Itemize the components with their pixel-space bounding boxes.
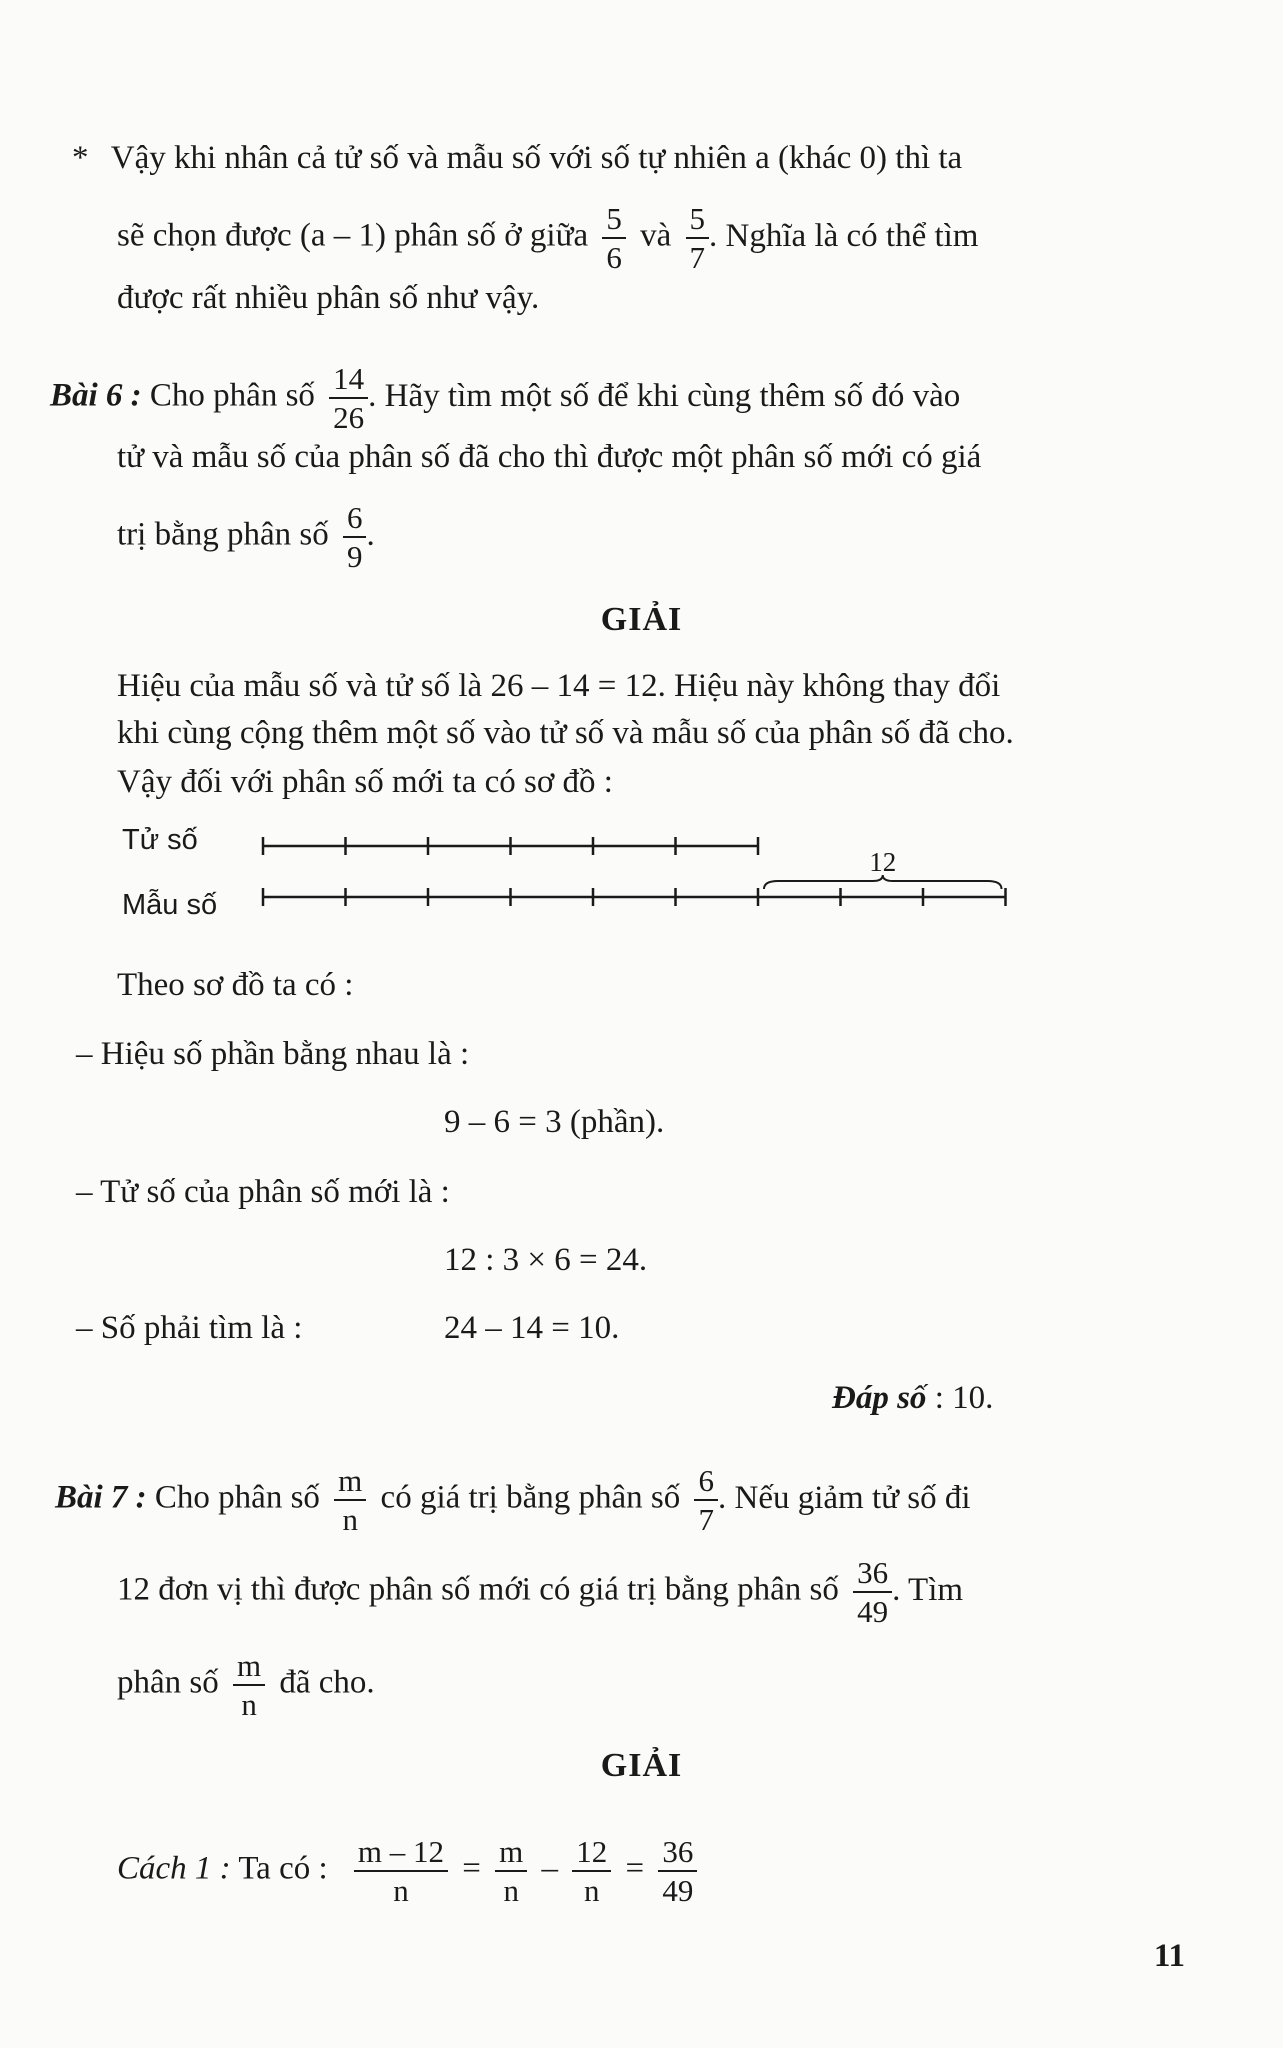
bai6-label: Bài 6 : xyxy=(50,377,142,414)
bai6-text-1a: Cho phân số xyxy=(149,377,315,414)
fraction-denominator: n xyxy=(503,1873,519,1908)
fraction-m-n-2 xyxy=(233,1650,265,1720)
bai7-line-2 xyxy=(117,1557,963,1627)
fraction-numerator: m xyxy=(334,1465,366,1501)
bai7-text-1a: Cho phân số xyxy=(154,1479,320,1516)
bai6-solution-line-4: Theo sơ đồ ta có : xyxy=(117,967,354,1003)
bai6-line-1 xyxy=(50,363,960,433)
fraction-denominator: n xyxy=(393,1873,409,1908)
page-number: 11 xyxy=(1153,1938,1185,1974)
diagram-numerator-label: Tử số xyxy=(122,824,198,856)
fraction-6-9 xyxy=(343,502,367,572)
fraction-denominator: 9 xyxy=(346,539,363,574)
fraction-numerator: m – 12 xyxy=(354,1836,448,1872)
bai6-solution-line-1: Hiệu của mẫu số và tử số là 26 – 14 = 12. Hiệu này không thay đổi xyxy=(117,668,1001,704)
bai6-solution-line-6: 9 – 6 = 3 (phần). xyxy=(444,1104,665,1140)
intro-text-2a: sẽ chọn được (a – 1) phân số ở giữa xyxy=(117,217,589,254)
fraction-numerator: 14 xyxy=(329,363,368,399)
bai6-text-9a: – Số phải tìm là : xyxy=(76,1310,303,1346)
bullet-asterisk: * xyxy=(72,140,89,176)
fraction-5-6 xyxy=(602,203,626,273)
fraction-36-over-49 xyxy=(658,1836,697,1906)
intro-text-1: Vậy khi nhân cả tử số và mẫu số với số tự nhiên a (khác 0) thì ta xyxy=(110,140,963,176)
diagram-denominator-label: Mẫu số xyxy=(122,889,218,921)
bai6-solution-line-9 xyxy=(76,1308,620,1348)
bai7-label: Bài 7 : xyxy=(55,1479,147,1516)
bai7-solution-heading: GIẢI xyxy=(600,1747,683,1784)
fraction-denominator: 49 xyxy=(857,1594,889,1629)
fraction-numerator: 5 xyxy=(686,203,710,239)
fraction-m-minus-12-over-n xyxy=(354,1836,448,1906)
fraction-numerator: 6 xyxy=(343,502,367,538)
fraction-denominator: 26 xyxy=(333,400,365,435)
bai7-text-3b: đã cho. xyxy=(279,1664,375,1701)
bai7-method-1 xyxy=(117,1836,703,1906)
bai6-answer xyxy=(832,1378,993,1418)
answer-value: : 10. xyxy=(934,1380,994,1416)
bai6-solution-line-3: Vậy đối với phân số mới ta có sơ đồ : xyxy=(117,764,613,800)
bai7-text-1c: . Nếu giảm tử số đi xyxy=(717,1479,971,1516)
fraction-numerator: 36 xyxy=(853,1557,892,1593)
fraction-6-7 xyxy=(694,1465,718,1535)
fraction-denominator: 6 xyxy=(606,240,622,275)
bai7-line-1 xyxy=(55,1465,971,1535)
minus-sign: – xyxy=(541,1850,559,1887)
fraction-denominator: n xyxy=(241,1687,257,1722)
bai6-line-3 xyxy=(117,502,375,572)
answer-label: Đáp số xyxy=(832,1380,927,1416)
fraction-denominator: n xyxy=(342,1502,358,1537)
fraction-14-26 xyxy=(329,363,368,433)
difference-label: 12 xyxy=(869,847,897,877)
equals-sign: = xyxy=(625,1850,645,1887)
fraction-denominator: 49 xyxy=(662,1873,694,1908)
intro-line-2 xyxy=(117,203,978,273)
fraction-numerator: m xyxy=(233,1650,265,1686)
method-label: Cách 1 : xyxy=(117,1850,231,1887)
fraction-denominator: 7 xyxy=(698,1502,714,1537)
fraction-m-n xyxy=(334,1465,366,1535)
bai6-text-3a: trị bằng phân số xyxy=(117,516,329,553)
bai7-line-3 xyxy=(117,1650,375,1720)
bai7-text-2a: 12 đơn vị thì được phân số mới có giá trị bằng phân số xyxy=(117,1571,839,1608)
fraction-12-over-n xyxy=(572,1836,611,1906)
fraction-numerator: 6 xyxy=(694,1465,718,1501)
bai6-solution-line-8: 12 : 3 × 6 = 24. xyxy=(444,1242,648,1278)
bai7-text-3a: phân số xyxy=(117,1664,219,1701)
fraction-denominator: 7 xyxy=(689,240,706,275)
fraction-36-49 xyxy=(853,1557,892,1627)
fraction-numerator: m xyxy=(495,1836,527,1872)
equals-sign: = xyxy=(462,1850,481,1887)
difference-brace xyxy=(764,875,1002,889)
bai6-text-1b: . Hãy tìm một số để khi cùng thêm số đó vào xyxy=(368,377,961,414)
fraction-m-over-n xyxy=(495,1836,527,1906)
segment-diagram xyxy=(0,815,1283,925)
fraction-denominator: n xyxy=(584,1873,600,1908)
bai6-solution-heading: GIẢI xyxy=(600,601,683,638)
bai6-text-3b: . xyxy=(366,516,375,553)
intro-text-2c: . Nghĩa là có thể tìm xyxy=(709,217,979,254)
bai6-line-2: tử và mẫu số của phân số đã cho thì được một phân số mới có giá xyxy=(117,439,982,475)
intro-line-3: được rất nhiều phân số như vậy. xyxy=(117,280,540,316)
fraction-numerator: 36 xyxy=(658,1836,697,1872)
method-text: Ta có : xyxy=(238,1850,328,1887)
intro-text-2b: và xyxy=(640,217,672,254)
fraction-5-7 xyxy=(686,203,710,273)
intro-line-1 xyxy=(72,138,962,178)
fraction-numerator: 5 xyxy=(602,203,626,239)
bai6-solution-line-7: – Tử số của phân số mới là : xyxy=(76,1174,450,1210)
bai6-solution-line-5: – Hiệu số phần bằng nhau là : xyxy=(76,1036,470,1072)
bai7-text-1b: có giá trị bằng phân số xyxy=(380,1479,681,1516)
bai6-solution-line-2: khi cùng cộng thêm một số vào tử số và mẫu số của phân số đã cho. xyxy=(117,715,1014,751)
bai7-text-2b: . Tìm xyxy=(892,1571,964,1608)
fraction-numerator: 12 xyxy=(572,1836,611,1872)
bai6-text-9b: 24 – 14 = 10. xyxy=(444,1310,620,1346)
